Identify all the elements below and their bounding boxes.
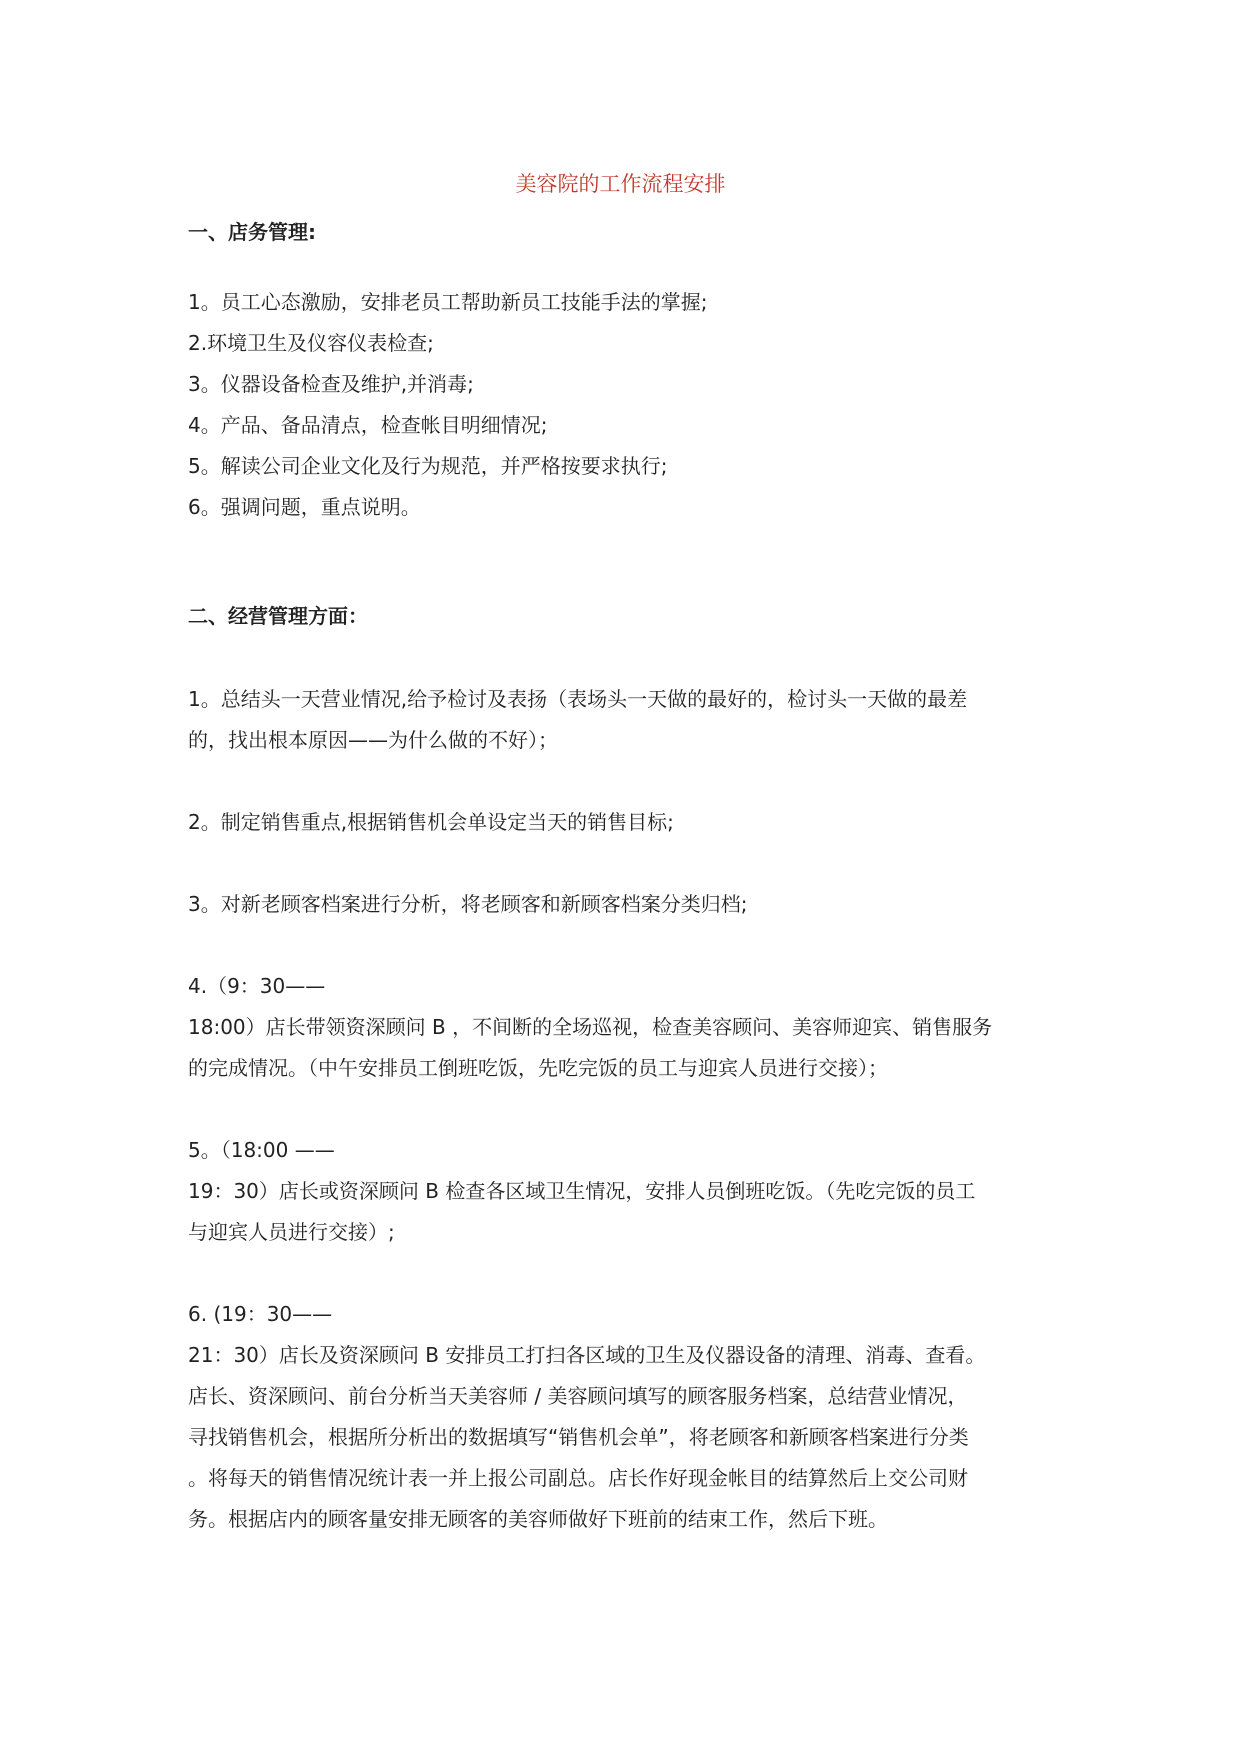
section2-paragraph-line: 务。根据店内的顾客量安排无顾客的美容师做好下班前的结束工作，然后下班。 [188,1507,888,1531]
document-title: 美容院的工作流程安排 [515,172,726,196]
section2-paragraph-line: 寻找销售机会，根据所分析出的数据填写“销售机会单”，将老顾客和新顾客档案进行分类 [188,1425,969,1449]
section2-paragraph-line: 2。制定销售重点,根据销售机会单设定当天的销售目标; [188,810,674,834]
section2-paragraph-line: 6. (19：30—— [188,1302,333,1326]
section1-item: 5。解读公司企业文化及行为规范，并严格按要求执行; [188,454,668,478]
section2-paragraph-line: 18:00）店长带领资深顾问 B ，不间断的全场巡视，检查美容顾问、美容师迎宾、销售服务 [188,1015,993,1039]
section1-item: 2.环境卫生及仪容仪表检查; [188,331,434,355]
section1-item: 6。强调问题，重点说明。 [188,495,421,519]
section2-paragraph-line: 的完成情况。（中午安排员工倒班吃饭，先吃完饭的员工与迎宾人员进行交接）； [188,1056,888,1080]
section2-heading: 二、经营管理方面： [188,604,368,628]
section2-paragraph-line: 19：30）店长或资深顾问 B 检查各区域卫生情况，安排人员倒班吃饭。（先吃完饭的员工 [188,1179,976,1203]
section1-item: 4。产品、备品清点，检查帐目明细情况; [188,413,548,437]
section2-paragraph-line: 的，找出根本原因——为什么做的不好）； [188,728,558,752]
section1-item: 1。员工心态激励，安排老员工帮助新员工技能手法的掌握; [188,290,708,314]
section2-paragraph-line: 与迎宾人员进行交接）; [188,1220,395,1244]
section2-paragraph-line: 店长、资深顾问、前台分析当天美容师 / 美容顾问填写的顾客服务档案，总结营业情况， [188,1384,968,1408]
section2-paragraph-line: 4.（9：30—— [188,974,326,998]
section2-paragraph-line: 5。（18:00 —— [188,1138,335,1162]
section2-paragraph-line: 21：30）店长及资深顾问 B 安排员工打扫各区域的卫生及仪器设备的清理、消毒、查看。 [188,1343,986,1367]
section1-heading: 一、店务管理: [188,220,316,244]
section1-item: 3。仪器设备检查及维护,并消毒; [188,372,474,396]
section2-paragraph-line: 。将每天的销售情况统计表一并上报公司副总。店长作好现金帐目的结算然后上交公司财 [188,1466,968,1490]
section2-paragraph-line: 3。对新老顾客档案进行分析，将老顾客和新顾客档案分类归档; [188,892,748,916]
section2-paragraph-line: 1。总结头一天营业情况,给予检讨及表扬（表场头一天做的最好的，检讨头一天做的最差 [188,687,968,711]
